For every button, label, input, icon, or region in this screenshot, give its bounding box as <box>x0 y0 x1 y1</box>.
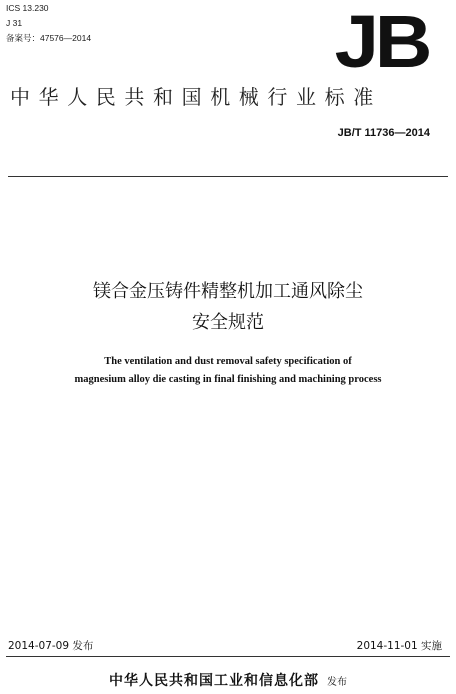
ics-code: ICS 13.230 <box>6 3 49 13</box>
top-divider <box>8 176 448 177</box>
english-title-line-2: magnesium alloy die casting in final finishing and machining process <box>74 374 382 385</box>
publisher-suffix: 发布 <box>327 677 347 688</box>
chinese-title-line-2: 安全规范 <box>192 312 264 333</box>
publisher-name: 中华人民共和国工业和信息化部 <box>109 673 319 689</box>
implementation-date: 2014-11-01 实施 <box>356 640 442 652</box>
standard-number: JB/T 11736—2014 <box>337 127 430 139</box>
jb-logo: JB <box>334 0 429 83</box>
english-title-line-1: The ventilation and dust removal safety specification of <box>104 356 352 367</box>
record-number: 备案号：47576—2014 <box>6 33 92 43</box>
publisher <box>0 670 456 690</box>
classification-code: J 31 <box>6 18 23 28</box>
chinese-title-line-1: 镁合金压铸件精整机加工通风除尘 <box>93 281 363 302</box>
bottom-divider <box>6 656 450 657</box>
industry-standard-title: 中华人民共和国机械行业标准 <box>10 85 382 109</box>
issue-date: 2014-07-09 发布 <box>8 640 94 652</box>
